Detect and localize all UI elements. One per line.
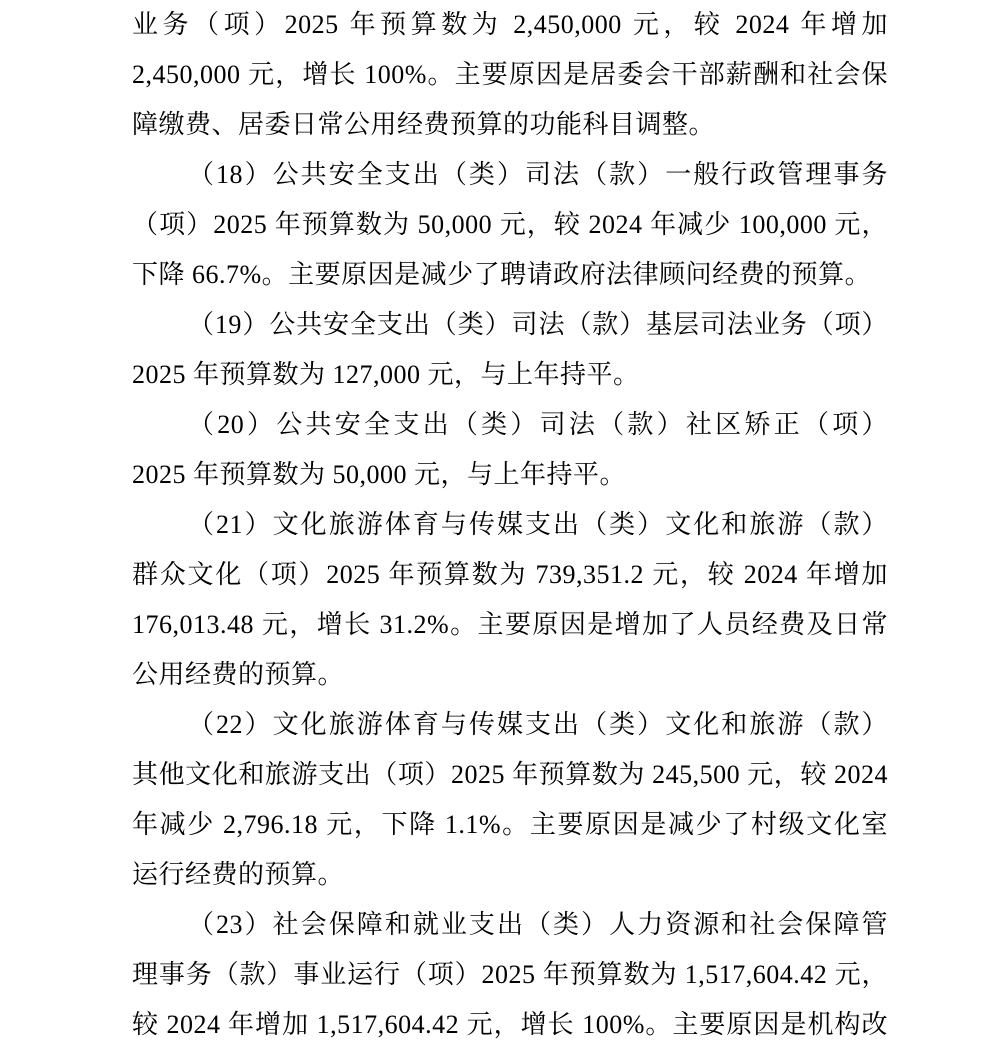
text-line: 较 2024 年增加 1,517,604.42 元，增长 100%。主要原因是机构改 [132,1010,888,1039]
text-line: （22）文化旅游体育与传媒支出（类）文化和旅游（款） [188,710,888,739]
text-line: 群众文化（项）2025 年预算数为 739,351.2 元，较 2024 年增加 [132,560,888,589]
text-line: 2025 年预算数为 127,000 元，与上年持平。 [132,360,640,389]
paragraph-22 [132,700,888,900]
text-line: 2025 年预算数为 50,000 元，与上年持平。 [132,460,627,489]
text-line: 理事务（款）事业运行（项）2025 年预算数为 1,517,604.42 元， [132,960,888,989]
text-line: 其他文化和旅游支出（项）2025 年预算数为 245,500 元，较 2024 [132,760,888,789]
text-line: 运行经费的预算。 [132,860,345,889]
paragraph-17-continuation [132,0,888,150]
text-line: （20）公共安全支出（类）司法（款）社区矫正（项） [188,410,888,439]
text-line: （23）社会保障和就业支出（类）人力资源和社会保障管 [188,910,888,939]
text-line: 2,450,000 元，增长 100%。主要原因是居委会干部薪酬和社会保 [132,60,888,89]
text-line: （18）公共安全支出（类）司法（款）一般行政管理事务 [188,160,888,189]
text-line: 障缴费、居委日常公用经费预算的功能科目调整。 [132,110,716,139]
text-block [132,0,888,1050]
paragraph-21 [132,500,888,700]
paragraph-23-cut-off-at-page-bottom [132,900,888,1050]
text-line: 公用经费的预算。 [132,660,345,689]
paragraph-18 [132,150,888,300]
text-line: 下降 66.7%。主要原因是减少了聘请政府法律顾问经费的预算。 [132,260,872,289]
text-line: 年减少 2,796.18 元，下降 1.1%。主要原因是减少了村级文化室 [132,810,888,839]
text-line: 业务（项）2025 年预算数为 2,450,000 元，较 2024 年增加 [132,10,888,39]
text-line: （项）2025 年预算数为 50,000 元，较 2024 年减少 100,000 元， [132,210,888,239]
text-line: 176,013.48 元，增长 31.2%。主要原因是增加了人员经费及日常 [132,610,888,639]
text-line: （21）文化旅游体育与传媒支出（类）文化和旅游（款） [188,510,888,539]
paragraph-20 [132,400,888,500]
text-line: （19）公共安全支出（类）司法（款）基层司法业务（项） [188,310,888,339]
paragraph-19 [132,300,888,400]
